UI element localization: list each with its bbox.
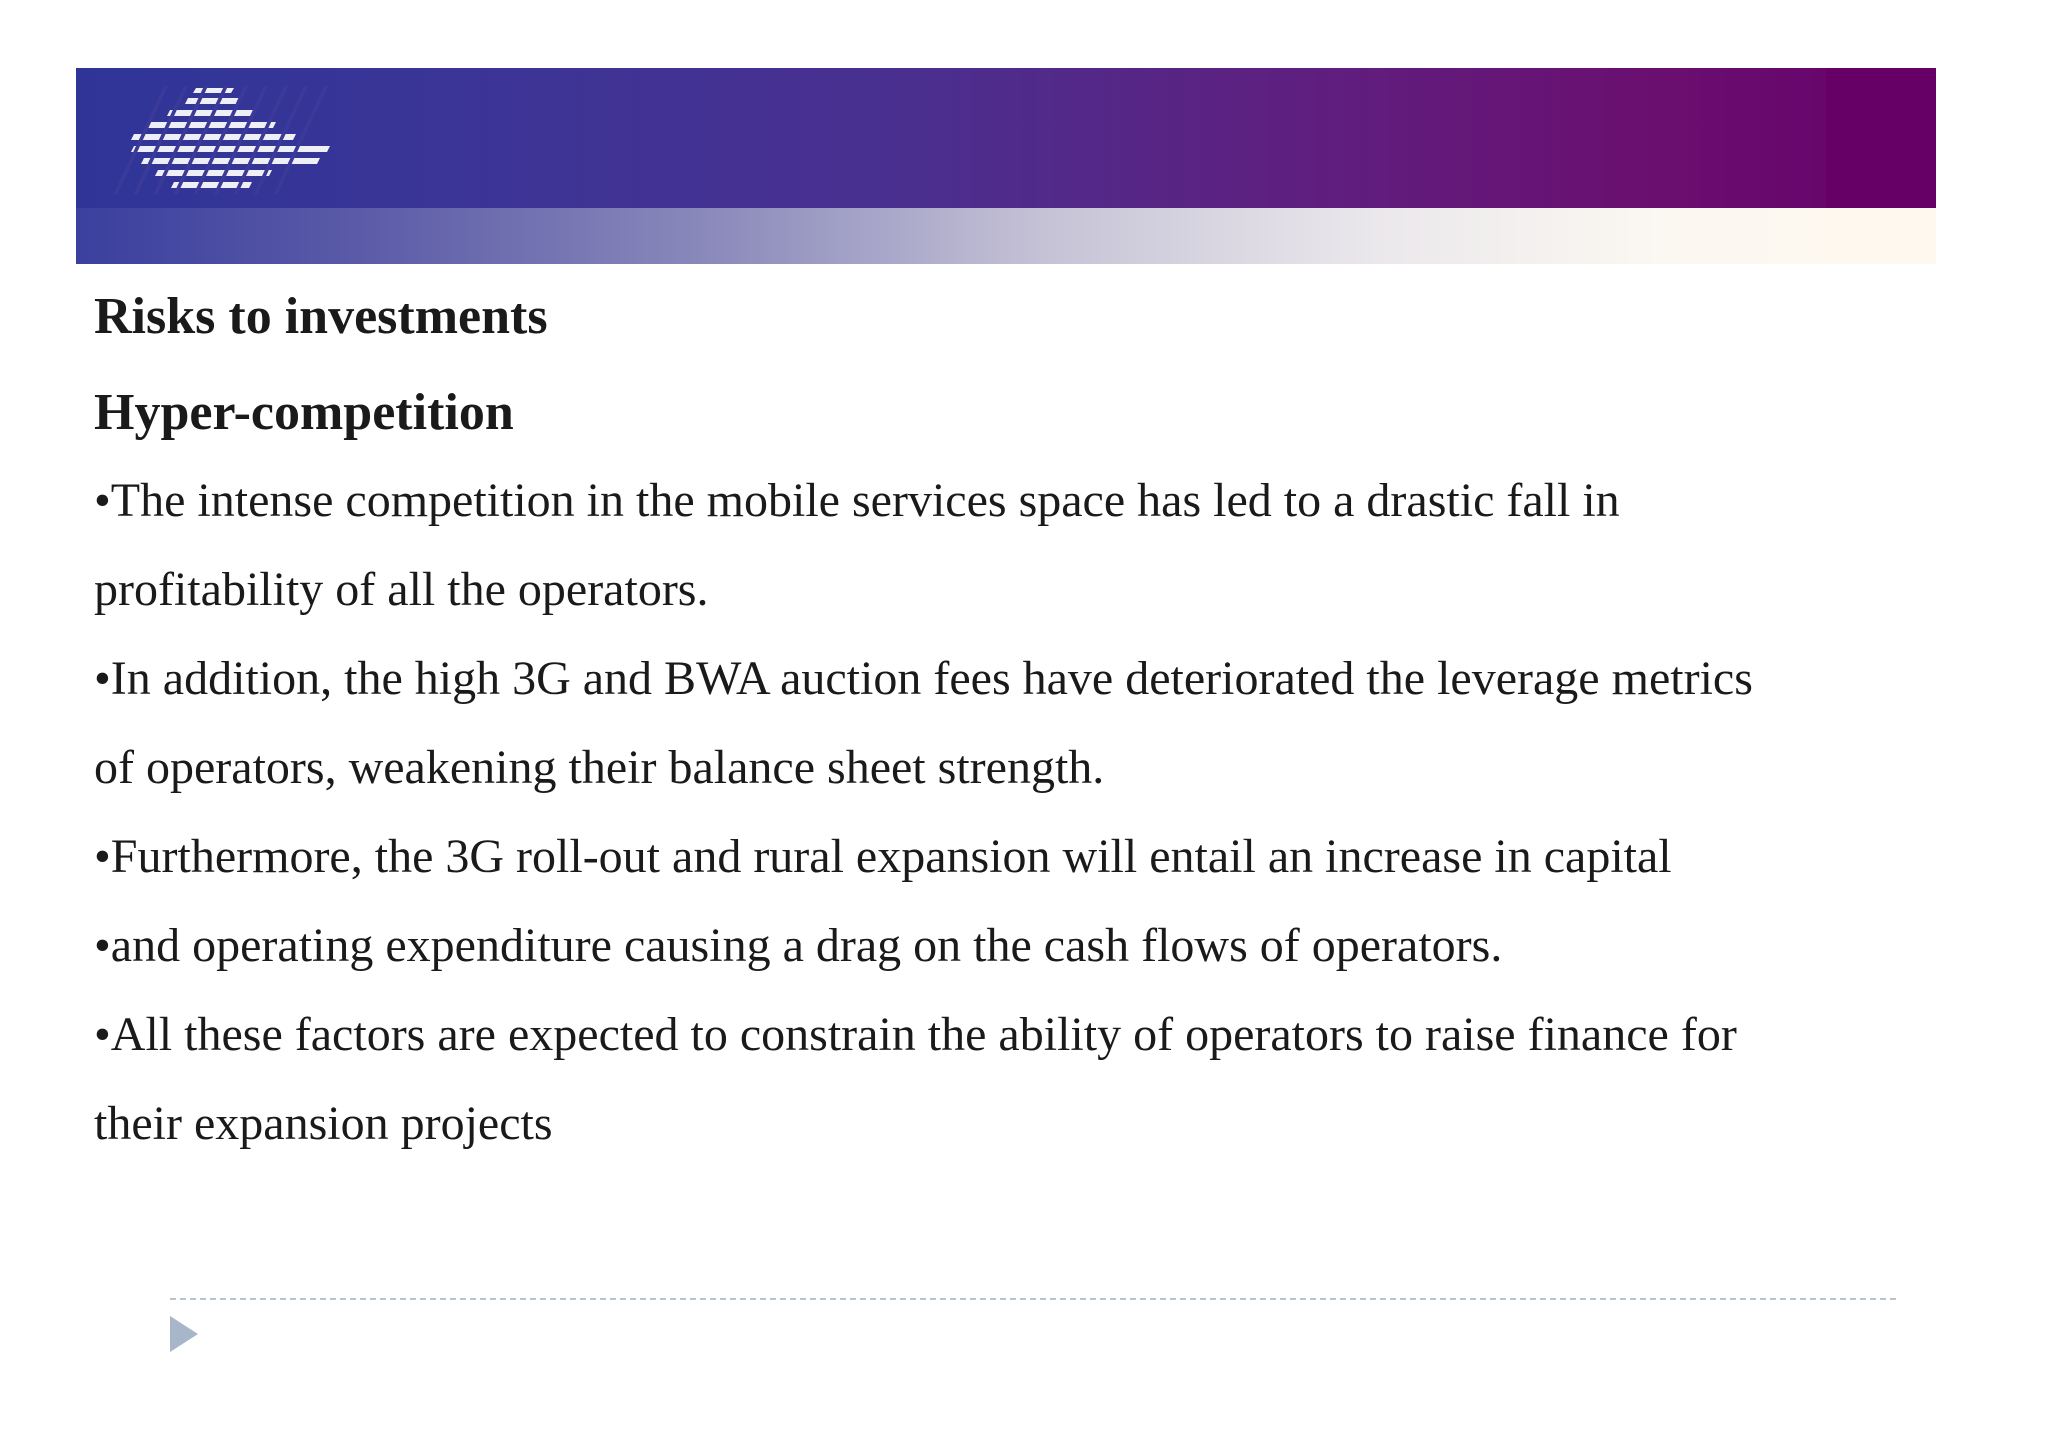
body-line: •and operating expenditure causing a drag on the cash flows of operators.	[94, 919, 1503, 972]
banner-end-block	[1826, 68, 1936, 208]
body-line: •In addition, the high 3G and BWA auction fees have deteriorated the leverage metrics	[94, 652, 1753, 705]
striped-globe-logo-icon	[104, 86, 334, 194]
banner-gradient-bottom	[76, 208, 1936, 264]
body-line: their expansion projects	[94, 1097, 553, 1150]
banner-gradient-top	[76, 68, 1936, 208]
slide-body	[94, 456, 1994, 1168]
header-banner	[76, 68, 1936, 264]
body-line: •Furthermore, the 3G roll-out and rural expansion will entail an increase in capital	[94, 830, 1672, 883]
body-line: of operators, weakening their balance sheet strength.	[94, 741, 1105, 794]
body-line: •All these factors are expected to constrain the ability of operators to raise finance for	[94, 1008, 1737, 1061]
footer-divider	[170, 1298, 1896, 1300]
slide-subtitle: Hyper-competition	[94, 384, 514, 441]
slide-title: Risks to investments	[94, 288, 548, 345]
triangle-right-icon	[170, 1316, 198, 1352]
slide-content	[94, 286, 1994, 1168]
body-line: profitability of all the operators.	[94, 563, 709, 616]
body-line: •The intense competition in the mobile services space has led to a drastic fall in	[94, 474, 1620, 527]
